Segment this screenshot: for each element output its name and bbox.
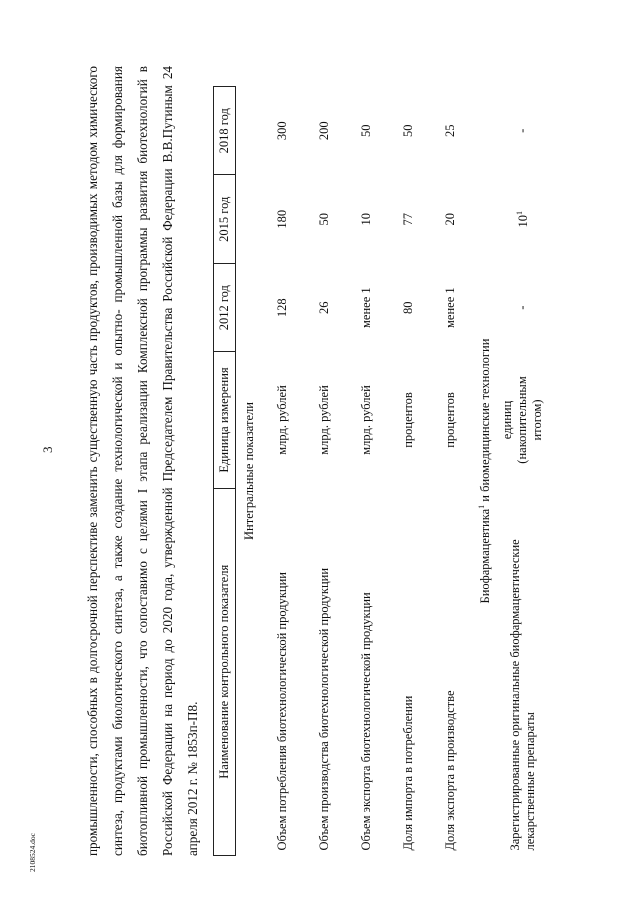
value-2015: 77 xyxy=(400,212,415,226)
document-footer: 2108524.doc xyxy=(28,833,37,872)
table-row xyxy=(261,87,303,856)
header-2015: 2015 год xyxy=(214,175,236,263)
indicator-name: Объем производства биотехнологической продукции xyxy=(316,567,331,851)
intro-paragraph xyxy=(80,66,205,856)
value-2012: менее 1 xyxy=(358,287,373,328)
value-2018: 200 xyxy=(316,121,331,141)
value-2012: менее 1 xyxy=(442,287,457,328)
indicator-unit: процентов xyxy=(442,392,457,448)
table-row xyxy=(497,87,548,856)
section-heading-row xyxy=(471,87,497,856)
table-row xyxy=(387,87,429,856)
indicator-unit: млрд. рублей xyxy=(274,385,289,455)
indicator-name: Объем экспорта биотехнологической продукции xyxy=(358,592,373,851)
table-row xyxy=(345,87,387,856)
header-indicator-name: Наименование контрольного показателя xyxy=(214,488,236,855)
value-2012: 26 xyxy=(316,301,331,314)
footnote-mark: 1 xyxy=(477,504,486,509)
intro-line: промышленности, способных в долгосрочной перспективе заменить существенную часть продуктов, производимых xyxy=(85,193,100,856)
page-number: 3 xyxy=(40,446,55,453)
intro-line: утвержденной Председателем Правительства Российской Федерации В.В.Путиным 24 апреля 2012 г. № 1853п-П8. xyxy=(160,65,200,856)
value-2018: 50 xyxy=(358,124,373,137)
section-heading-text: и биомедицинские технологии xyxy=(478,338,493,505)
indicator-unit: процентов xyxy=(400,392,415,448)
footnote-mark: 1 xyxy=(514,210,524,215)
indicator-unit: единиц (накопительным итогом) xyxy=(500,376,545,464)
header-2018: 2018 год xyxy=(214,87,236,175)
value-2012: 128 xyxy=(274,298,289,318)
value-2018: 25 xyxy=(442,124,457,137)
header-2012: 2012 год xyxy=(214,263,236,351)
table-row xyxy=(303,87,345,856)
value-2015: 10 xyxy=(358,212,373,226)
value-2018: 50 xyxy=(400,124,415,137)
indicator-name: Доля экспорта в производстве xyxy=(442,690,457,851)
table-row xyxy=(429,87,471,856)
indicator-name: Зарегистрированные оригинальные биофармацевтические лекарственные препараты xyxy=(507,539,537,851)
indicator-name: Доля импорта в потреблении xyxy=(400,695,415,851)
value-2012: - xyxy=(515,305,530,310)
table-header-row xyxy=(214,87,236,856)
section-heading-row xyxy=(236,87,262,856)
value-2015: 50 xyxy=(316,212,331,226)
value-2018: - xyxy=(515,128,530,133)
value-2015-text: 10 xyxy=(515,214,530,228)
indicator-unit: млрд. рублей xyxy=(316,385,331,455)
intro-line: методом химического синтеза, продуктами биологического синтеза, а также создание технологической и опытно- xyxy=(85,66,125,856)
indicators-table xyxy=(213,86,548,856)
section-heading-biopharma xyxy=(471,87,497,856)
rotated-document-content xyxy=(80,66,560,856)
intro-line: реализации Комплексной программы развития биотехнологий в Российской Федерации на период до 2020 года, xyxy=(135,66,175,856)
indicator-name: Объем потребления биотехнологической продукции xyxy=(274,572,289,851)
value-2012: 80 xyxy=(400,301,415,314)
section-heading-integral: Интегральные показатели xyxy=(242,402,256,540)
indicator-unit: млрд. рублей xyxy=(358,385,373,455)
section-heading-text: Биофармацевтика xyxy=(478,508,493,604)
header-unit: Единица измерения xyxy=(214,352,236,488)
value-2015: 180 xyxy=(274,209,289,229)
intro-line: промышленной базы для формирования биотопливной промышленности, что сопоставимо с целями I этапа xyxy=(110,66,150,856)
value-2015 xyxy=(497,175,548,263)
value-2018: 300 xyxy=(274,121,289,141)
value-2015: 20 xyxy=(442,212,457,226)
